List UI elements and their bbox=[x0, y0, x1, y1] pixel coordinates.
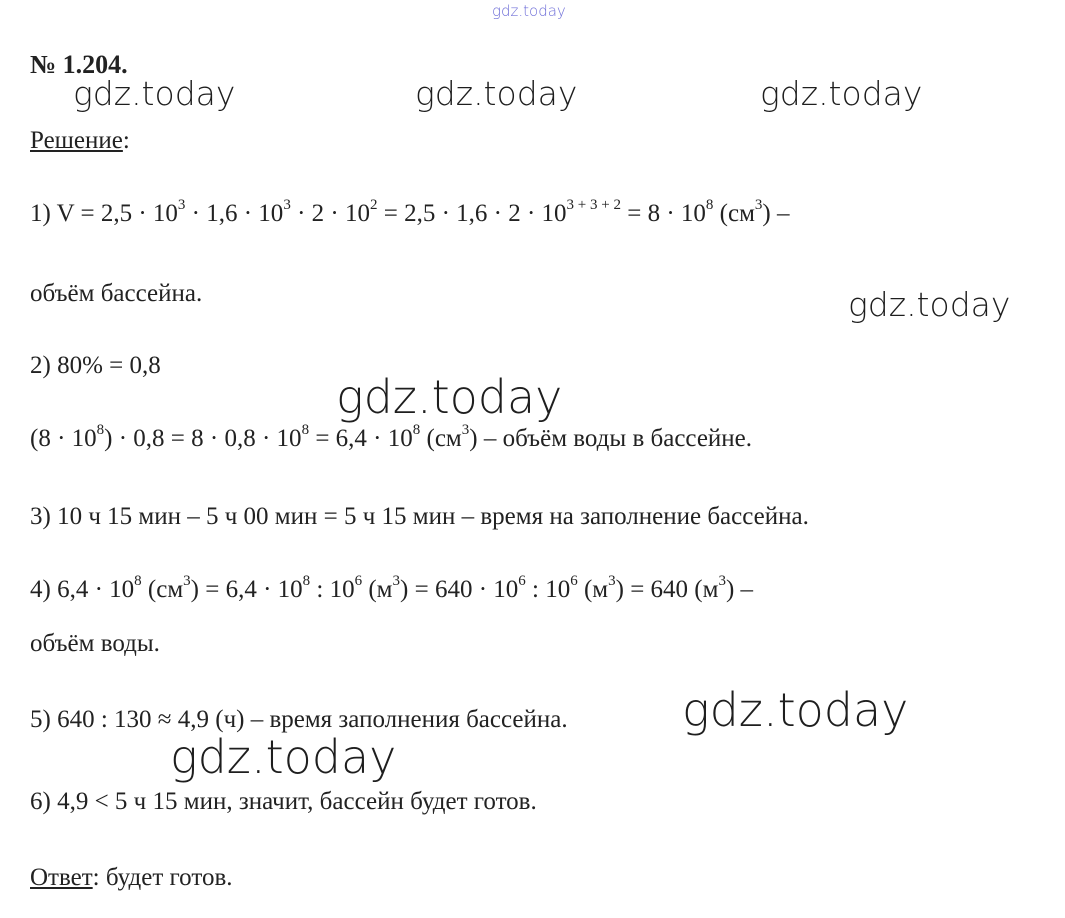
exponent: 2 bbox=[369, 197, 378, 213]
text: (м bbox=[577, 576, 609, 603]
exponent: 8 bbox=[96, 422, 105, 438]
exponent: 3 bbox=[183, 573, 191, 589]
step-3-line: 3) 10 ч 15 мин – 5 ч 00 мин = 5 ч 15 мин – время на заполнение бассейна. bbox=[30, 503, 809, 530]
exponent: 8 bbox=[705, 197, 714, 213]
text: ) = 6,4 · 10 bbox=[190, 576, 303, 603]
text: ) – bbox=[762, 200, 790, 227]
text: ) – bbox=[725, 576, 754, 603]
problem-number: № 1.204. bbox=[30, 50, 128, 79]
exponent: 8 bbox=[412, 422, 421, 438]
text: = 6,4 · 10 bbox=[309, 425, 413, 452]
exponent: 3 bbox=[718, 573, 726, 589]
step-6-line: 6) 4,9 < 5 ч 15 мин, значит, бассейн будет готов. bbox=[30, 788, 537, 815]
text: (м bbox=[362, 576, 393, 603]
exponent: 3 bbox=[283, 197, 291, 213]
text: ) · 0,8 = 8 · 0,8 · 10 bbox=[104, 425, 302, 452]
text: : 10 bbox=[310, 576, 355, 603]
solution-label: Решение bbox=[30, 127, 123, 154]
answer-text: : будет готов. bbox=[92, 864, 233, 891]
text: : 10 bbox=[525, 576, 571, 603]
colon: : bbox=[122, 127, 130, 154]
text: ) = 640 (м bbox=[615, 576, 719, 603]
text: (см bbox=[141, 576, 184, 603]
text: = 2,5 · 1,6 · 2 · 10 bbox=[377, 200, 567, 227]
watermark-top: gdz.today bbox=[492, 2, 566, 20]
text: (см bbox=[420, 425, 462, 452]
watermark: gdz.today bbox=[170, 730, 397, 784]
text: ) – объём воды в бассейне. bbox=[469, 425, 753, 452]
watermark: gdz.today bbox=[336, 370, 563, 424]
text: (см bbox=[713, 200, 755, 227]
watermark: gdz.today bbox=[848, 285, 1011, 324]
watermark: gdz.today bbox=[760, 74, 923, 113]
exponent: 3 bbox=[392, 573, 401, 589]
step-5-line: 5) 640 : 130 ≈ 4,9 (ч) – время заполнения бассейна. bbox=[30, 706, 568, 733]
solution-heading bbox=[30, 127, 130, 155]
answer-label: Ответ bbox=[30, 864, 93, 891]
text: · 2 · 10 bbox=[290, 200, 370, 227]
exponent: 8 bbox=[134, 573, 142, 589]
exponent: 6 bbox=[570, 573, 578, 589]
text: = 8 · 10 bbox=[620, 200, 706, 227]
exponent: 3 + 3 + 2 bbox=[566, 197, 621, 213]
step-2-calc bbox=[30, 422, 753, 453]
exponent: 8 bbox=[302, 573, 311, 589]
exponent: 8 bbox=[301, 422, 310, 438]
watermark: gdz.today bbox=[682, 683, 909, 737]
step-2-line: 2) 80% = 0,8 bbox=[30, 352, 161, 379]
exponent: 6 bbox=[354, 573, 363, 589]
step-4-line bbox=[30, 573, 754, 604]
exponent: 6 bbox=[518, 573, 526, 589]
step-1-line bbox=[30, 197, 790, 228]
answer-line bbox=[30, 864, 233, 892]
watermark: gdz.today bbox=[73, 74, 236, 113]
exponent: 3 bbox=[754, 197, 763, 213]
text: ) = 640 · 10 bbox=[400, 576, 519, 603]
watermark: gdz.today bbox=[415, 74, 578, 113]
exponent: 3 bbox=[177, 197, 186, 213]
step-4-continuation: объём воды. bbox=[30, 630, 160, 657]
exponent: 3 bbox=[461, 422, 470, 438]
text: 4) 6,4 · 10 bbox=[30, 576, 135, 603]
text: 1) V = 2,5 · 10 bbox=[30, 200, 178, 227]
exponent: 3 bbox=[608, 573, 616, 589]
step-1-continuation: объём бассейна. bbox=[30, 280, 203, 307]
text: (8 · 10 bbox=[30, 425, 97, 452]
text: · 1,6 · 10 bbox=[185, 200, 284, 227]
